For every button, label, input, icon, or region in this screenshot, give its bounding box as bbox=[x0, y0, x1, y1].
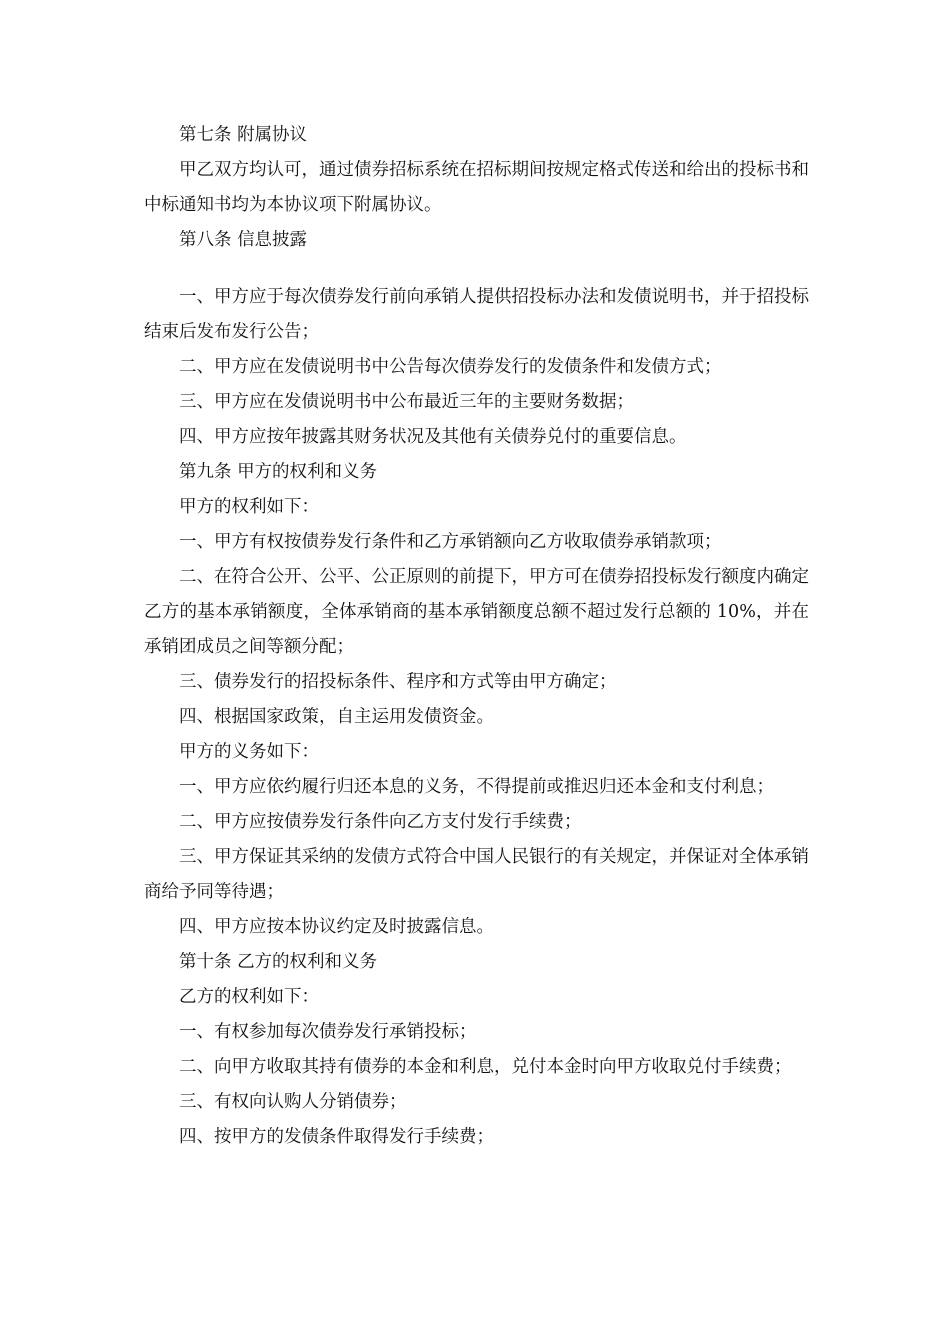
article-7-paragraph: 甲乙双方均认可，通过债券招标系统在招标期间按规定格式传送和给出的投标书和中标通知书均为本协议项下附属协议。 bbox=[144, 160, 809, 215]
article-9-right-1: 一、甲方有权按债券发行条件和乙方承销额向乙方收取债券承销款项； bbox=[179, 532, 722, 552]
article-9-right-2: 二、在符合公开、公平、公正原则的前提下，甲方可在债券招投标发行额度内确定乙方的基本承销额度，全体承销商的基本承销额度总额不超过发行总额的 10%，并在承销团成员之间等额分配； bbox=[144, 567, 809, 657]
article-8-heading: 第八条 信息披露 bbox=[179, 230, 308, 250]
article-10-right-3: 三、有权向认购人分销债券； bbox=[179, 1092, 407, 1112]
document-body bbox=[144, 118, 809, 1155]
article-9-rights-title: 甲方的权利如下： bbox=[179, 497, 319, 517]
article-9-duty-2: 二、甲方应按债券发行条件向乙方支付发行手续费； bbox=[179, 812, 582, 832]
article-10-right-4: 四、按甲方的发债条件取得发行手续费； bbox=[179, 1127, 494, 1147]
article-9-right-4: 四、根据国家政策，自主运用发债资金。 bbox=[179, 707, 494, 727]
article-9-duties-title: 甲方的义务如下： bbox=[179, 742, 319, 762]
article-8-item-2: 二、甲方应在发债说明书中公告每次债券发行的发债条件和发债方式； bbox=[179, 357, 722, 377]
article-9-heading: 第九条 甲方的权利和义务 bbox=[179, 462, 378, 482]
article-10-heading: 第十条 乙方的权利和义务 bbox=[179, 952, 378, 972]
article-8-item-4: 四、甲方应按年披露其财务状况及其他有关债券兑付的重要信息。 bbox=[179, 427, 687, 447]
article-10-rights-title: 乙方的权利如下： bbox=[179, 987, 319, 1007]
article-10-right-1: 一、有权参加每次债券发行承销投标； bbox=[179, 1022, 477, 1042]
article-8-item-3: 三、甲方应在发债说明书中公布最近三年的主要财务数据； bbox=[179, 392, 634, 412]
article-9-duty-3: 三、甲方保证其采纳的发债方式符合中国人民银行的有关规定，并保证对全体承销商给予同等待遇； bbox=[144, 847, 809, 902]
spacer bbox=[144, 258, 809, 280]
article-8-item-1: 一、甲方应于每次债券发行前向承销人提供招投标办法和发债说明书，并于招投标结束后发布发行公告； bbox=[144, 287, 809, 342]
article-10-right-2: 二、向甲方收取其持有债券的本金和利息，兑付本金时向甲方收取兑付手续费； bbox=[179, 1057, 792, 1077]
article-9-duty-4: 四、甲方应按本协议约定及时披露信息。 bbox=[179, 917, 494, 937]
article-9-duty-1: 一、甲方应依约履行归还本息的义务，不得提前或推迟归还本金和支付利息； bbox=[179, 777, 774, 797]
article-7-heading: 第七条 附属协议 bbox=[179, 125, 308, 145]
article-9-right-3: 三、债券发行的招投标条件、程序和方式等由甲方确定； bbox=[179, 672, 617, 692]
